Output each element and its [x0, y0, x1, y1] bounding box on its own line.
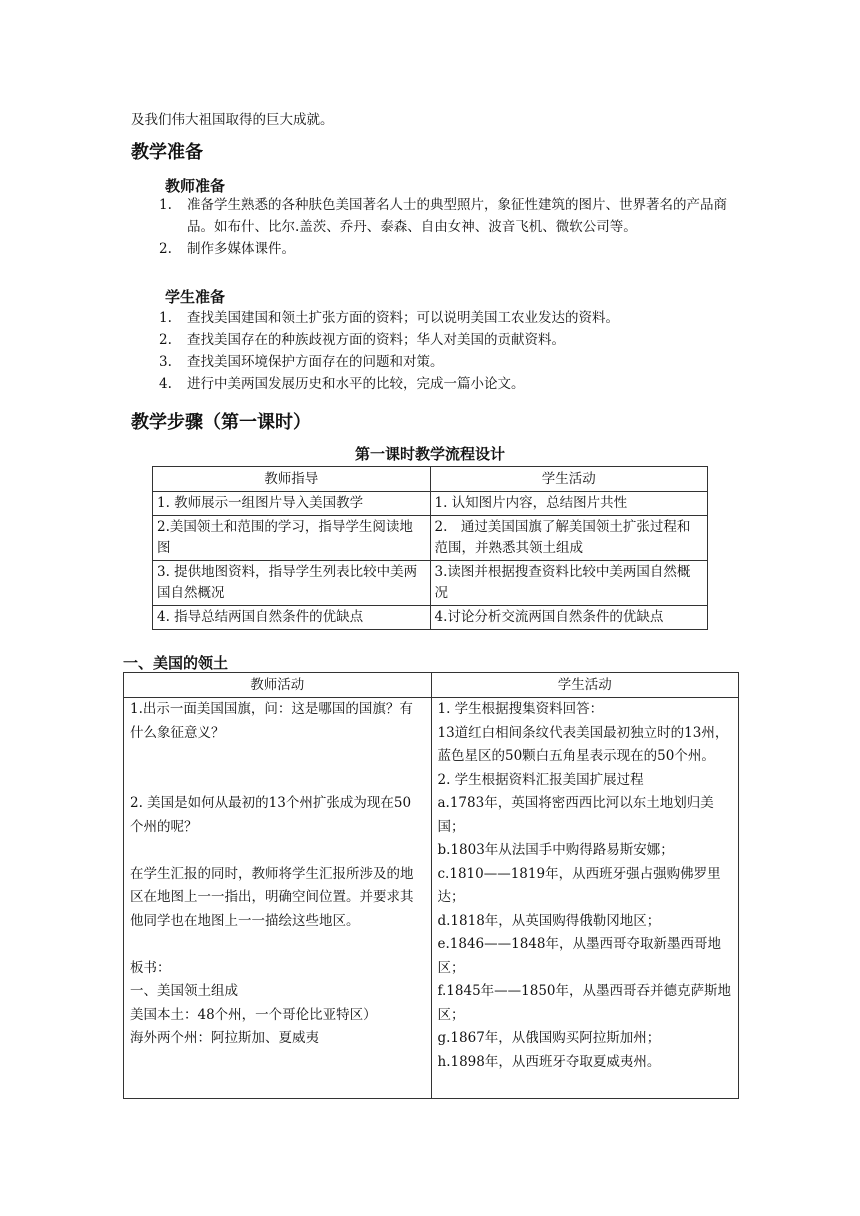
text-line: 板书： — [130, 959, 171, 976]
list-number: 4. — [159, 376, 172, 392]
table-row — [153, 492, 708, 516]
intro-line: 及我们伟大祖国取得的巨大成就。 — [131, 112, 334, 128]
blank-line — [130, 745, 425, 769]
table-row — [153, 516, 708, 561]
teacher-prep-heading: 教师准备 — [165, 177, 226, 195]
column-header: 学生活动 — [431, 673, 739, 698]
text-line: 2. 学生根据资料汇报美国扩展过程 — [437, 771, 644, 788]
text-line: 一、美国领土组成 — [130, 983, 238, 999]
list-text: 准备学生熟悉的各种肤色美国著名人士的典型照片，象征性建筑的图片、世界著名的产品商品。如布什、比尔.盖茨、乔丹、泰森、自由女神、波音飞机、微软公司等。 — [187, 197, 727, 235]
column-header: 教师指导 — [153, 467, 431, 492]
list-item — [159, 238, 734, 260]
teacher-activity-cell — [124, 698, 432, 1099]
table-cell: 4.讨论分析交流两国自然条件的优缺点 — [430, 606, 708, 630]
table-cell: 2.美国领土和范围的学习，指导学生阅读地图 — [153, 516, 431, 561]
list-text: 制作多媒体课件。 — [187, 241, 295, 257]
table-header-row — [124, 673, 739, 698]
text-line: 美国本土：48个州，一个哥伦比亚特区） — [130, 1006, 377, 1023]
column-header: 学生活动 — [430, 467, 708, 492]
text-line: e.1846——1848年，从墨西哥夺取新墨西哥地区； — [437, 936, 721, 976]
list-number: 2. — [159, 332, 172, 348]
list-text: 查找美国存在的种族歧视方面的资料；华人对美国的贡献资料。 — [187, 332, 565, 348]
list-text: 查找美国环境保护方面存在的问题和对策。 — [187, 354, 444, 370]
table-cell: 2. 通过美国国旗了解美国领土扩张过程和范围，并熟悉其领土组成 — [430, 516, 708, 561]
flow-table — [152, 466, 708, 630]
list-number: 3. — [159, 354, 172, 370]
text-line: g.1867年，从俄国购买阿拉斯加州； — [437, 1030, 661, 1046]
table-title: 第一课时教学流程设计 — [354, 445, 505, 463]
blank-line — [130, 839, 425, 863]
text-line: 海外两个州：阿拉斯加、夏威夷 — [130, 1030, 319, 1046]
table-cell: 3.读图并根据搜查资料比较中美两国自然概况 — [430, 561, 708, 606]
student-prep-heading: 学生准备 — [165, 288, 226, 306]
table-cell: 4. 指导总结两国自然条件的优缺点 — [153, 606, 431, 630]
text-line: h.1898年，从西班牙夺取夏威夷州。 — [437, 1053, 661, 1070]
table-header-row — [153, 467, 708, 492]
list-item — [159, 329, 734, 351]
teacher-prep-list — [159, 194, 734, 260]
table-cell: 3. 提供地图资料，指导学生列表比较中美两国自然概况 — [153, 561, 431, 606]
blank-line — [130, 769, 425, 793]
list-text: 查找美国建国和领土扩张方面的资料；可以说明美国工农业发达的资料。 — [187, 310, 619, 326]
blank-line — [130, 933, 425, 957]
text-line: 1.出示一面美国国旗，问：这是哪国的国旗？有什么象征意义？ — [130, 701, 413, 741]
text-line: 13道红白相间条纹代表美国最初独立时的13州，蓝色星区的50颗白五角星表示现在的50个州。 — [437, 724, 729, 764]
table-row — [124, 698, 739, 1099]
territory-table — [123, 672, 739, 1099]
list-number: 2. — [159, 241, 172, 257]
list-number: 1. — [159, 310, 172, 326]
text-line: 在学生汇报的同时，教师将学生汇报所涉及的地区在地图上一一指出，明确空间位置。并要求其他同学也在地图上一一描绘这些地区。 — [130, 865, 414, 929]
list-item — [159, 307, 734, 329]
table-cell: 1. 教师展示一组图片导入美国教学 — [153, 492, 431, 516]
text-line: f.1845年——1850年，从墨西哥吞并德克萨斯地区； — [437, 983, 732, 1023]
text-line: 2. 美国是如何从最初的13个州扩张成为现在50个州的呢？ — [130, 795, 412, 835]
list-item — [159, 351, 734, 373]
list-item — [159, 373, 734, 395]
table-row — [153, 606, 708, 630]
text-line: a.1783年，英国将密西西比河以东土地划归美国； — [437, 795, 714, 835]
prep-heading: 教学准备 — [131, 142, 203, 163]
text-line: b.1803年从法国手中购得路易斯安娜； — [437, 842, 674, 858]
text-line: 1. 学生根据搜集资料回答： — [437, 701, 604, 717]
text-line: c.1810——1819年，从西班牙强占强购佛罗里达； — [437, 865, 721, 905]
text-line: d.1818年，从英国购得俄勒冈地区； — [437, 912, 661, 929]
student-activity-cell — [431, 698, 739, 1099]
list-text: 进行中美两国发展历史和水平的比较，完成一篇小论文。 — [187, 376, 525, 392]
steps-heading: 教学步骤（第一课时） — [131, 412, 311, 433]
section-heading: 一、美国的领土 — [123, 654, 229, 672]
table-row — [153, 561, 708, 606]
list-item — [159, 194, 734, 238]
student-prep-list — [159, 307, 734, 395]
column-header: 教师活动 — [124, 673, 432, 698]
table-cell: 1. 认知图片内容，总结图片共性 — [430, 492, 708, 516]
list-number: 1. — [159, 197, 172, 213]
